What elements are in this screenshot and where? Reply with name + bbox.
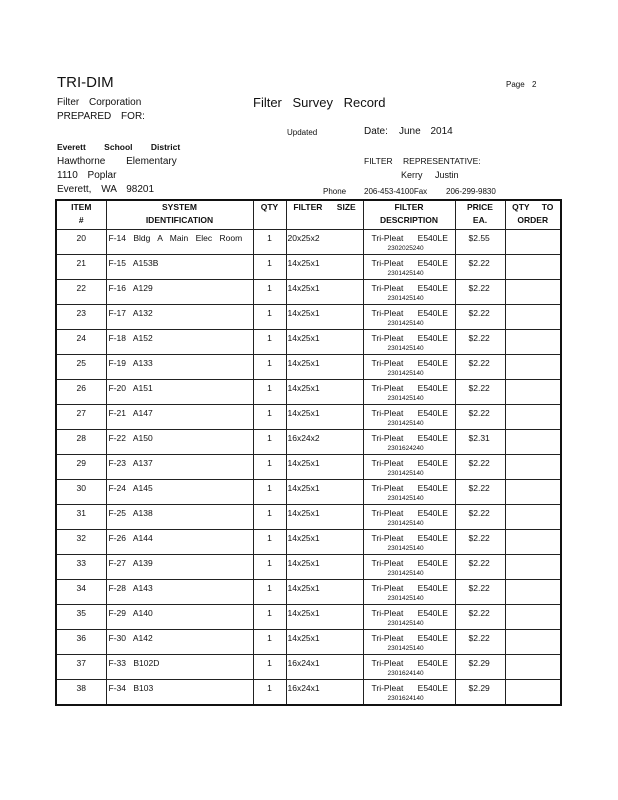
part-number: 2301425140 [387,345,424,352]
street-address: 1110 Poplar [57,170,117,181]
qty-to-order-cell[interactable] [505,580,561,605]
price-cell: $2.22 [455,355,505,380]
system-id-cell: F-17 A132 [106,305,253,330]
qty-to-order-cell[interactable] [505,630,561,655]
qty-to-order-cell[interactable] [505,355,561,380]
qty-cell: 1 [253,630,286,655]
col-header-filter-size: FILTER SIZE [286,200,363,230]
system-id-cell: F-26 A144 [106,530,253,555]
filter-size-cell: 14x25x1 [286,580,363,605]
system-id-cell: F-33 B102D [106,655,253,680]
qty-cell: 1 [253,530,286,555]
school-name: Hawthorne Elementary [57,156,177,167]
table-row [56,530,561,555]
prepared-for-label: PREPARED FOR: [57,111,145,122]
qty-cell: 1 [253,280,286,305]
system-id-cell: F-23 A137 [106,455,253,480]
part-number: 2301425140 [387,470,424,477]
item-number-cell: 28 [56,430,106,455]
table-row [56,505,561,530]
price-cell: $2.22 [455,405,505,430]
filter-size-cell: 14x25x1 [286,530,363,555]
qty-cell: 1 [253,430,286,455]
system-id-cell: F-21 A147 [106,405,253,430]
col-header-system: SYSTEM IDENTIFICATION [106,200,253,230]
item-number-cell: 38 [56,680,106,706]
qty-to-order-cell[interactable] [505,430,561,455]
filter-size-cell: 16x24x2 [286,430,363,455]
system-id-cell: F-18 A152 [106,330,253,355]
filter-description-cell: Tri-Pleat E540LE 2301425140 [363,280,455,305]
qty-cell: 1 [253,355,286,380]
part-number: 2301425140 [387,495,424,502]
qty-to-order-cell[interactable] [505,505,561,530]
page-number: 2 [532,80,537,89]
item-number-cell: 21 [56,255,106,280]
item-number-cell: 27 [56,405,106,430]
price-cell: $2.22 [455,255,505,280]
part-number: 2301425140 [387,370,424,377]
qty-to-order-cell[interactable] [505,530,561,555]
table-row [56,280,561,305]
item-number-cell: 33 [56,555,106,580]
system-id-cell: F-29 A140 [106,605,253,630]
table-row [56,605,561,630]
price-cell: $2.29 [455,655,505,680]
filter-size-cell: 14x25x1 [286,330,363,355]
price-cell: $2.22 [455,505,505,530]
filter-description-cell: Tri-Pleat E540LE 2301425140 [363,580,455,605]
qty-cell: 1 [253,580,286,605]
filter-size-cell: 14x25x1 [286,380,363,405]
part-number: 2301425140 [387,620,424,627]
item-number-cell: 20 [56,230,106,255]
table-row [56,305,561,330]
system-id-cell: F-27 A139 [106,555,253,580]
filter-size-cell: 14x25x1 [286,355,363,380]
item-number-cell: 29 [56,455,106,480]
part-number: 2301624140 [387,670,424,677]
price-cell: $2.22 [455,305,505,330]
company-name: TRI-DIM [57,74,114,91]
filter-survey-table [55,199,562,706]
page-label: Page [506,80,525,89]
filter-description-cell: Tri-Pleat E540LE 2301624140 [363,680,455,706]
system-id-cell: F-14 Bldg A Main Elec Room [106,230,253,255]
item-number-cell: 25 [56,355,106,380]
filter-size-cell: 16x24x1 [286,680,363,706]
item-number-cell: 35 [56,605,106,630]
system-id-cell: F-20 A151 [106,380,253,405]
system-id-cell: F-16 A129 [106,280,253,305]
city-state-zip: Everett, WA 98201 [57,184,155,195]
updated-label: Updated [287,128,318,137]
filter-size-cell: 14x25x1 [286,280,363,305]
filter-description-cell: Tri-Pleat E540LE 2301425140 [363,380,455,405]
filter-description-cell: Tri-Pleat E540LE 2301425140 [363,305,455,330]
price-cell: $2.22 [455,630,505,655]
system-id-cell: F-15 A153B [106,255,253,280]
filter-description-cell: Tri-Pleat E540LE 2301425140 [363,555,455,580]
filter-size-cell: 14x25x1 [286,555,363,580]
qty-cell: 1 [253,655,286,680]
part-number: 2301425140 [387,320,424,327]
price-cell: $2.22 [455,530,505,555]
filter-size-cell: 14x25x1 [286,255,363,280]
part-number: 2301425140 [387,420,424,427]
price-cell: $2.22 [455,605,505,630]
qty-cell: 1 [253,555,286,580]
filter-size-cell: 14x25x1 [286,630,363,655]
system-id-cell: F-24 A145 [106,480,253,505]
table-row [56,255,561,280]
system-id-cell: F-30 A142 [106,630,253,655]
table-row [56,380,561,405]
system-id-cell: F-28 A143 [106,580,253,605]
filter-size-cell: 16x24x1 [286,655,363,680]
document-title: Filter Survey Record [253,95,386,110]
table-row [56,555,561,580]
part-number: 2301624140 [387,695,424,702]
part-number: 2301425140 [387,395,424,402]
customer-name: Everett School District [57,142,181,152]
filter-description-cell: Tri-Pleat E540LE 2301425140 [363,355,455,380]
filter-description-cell: Tri-Pleat E540LE 2301425140 [363,405,455,430]
filter-size-cell: 14x25x1 [286,480,363,505]
filter-description-cell: Tri-Pleat E540LE 2301425140 [363,605,455,630]
qty-to-order-cell[interactable] [505,330,561,355]
filter-description-cell: Tri-Pleat E540LE 2301425140 [363,480,455,505]
part-number: 2301425140 [387,570,424,577]
filter-description-cell: Tri-Pleat E540LE 2301425140 [363,255,455,280]
fax-number: 206-299-9830 [446,187,496,196]
qty-to-order-cell[interactable] [505,680,561,706]
table-row [56,430,561,455]
date-value: June 2014 [399,126,453,137]
qty-to-order-cell[interactable] [505,230,561,255]
filter-size-cell: 14x25x1 [286,605,363,630]
item-number-cell: 34 [56,580,106,605]
part-number: 2301425140 [387,520,424,527]
qty-cell: 1 [253,505,286,530]
col-header-price: PRICE EA. [455,200,505,230]
filter-size-cell: 14x25x1 [286,505,363,530]
qty-cell: 1 [253,330,286,355]
table-row [56,480,561,505]
system-id-cell: F-19 A133 [106,355,253,380]
corporation: Filter Corporation [57,97,142,108]
filter-size-cell: 20x25x2 [286,230,363,255]
filter-description-cell: Tri-Pleat E540LE 2301425140 [363,630,455,655]
system-id-cell: F-25 A138 [106,505,253,530]
col-header-qty: QTY [253,200,286,230]
item-number-cell: 23 [56,305,106,330]
price-cell: $2.22 [455,455,505,480]
part-number: 2301425140 [387,545,424,552]
qty-to-order-cell[interactable] [505,255,561,280]
price-cell: $2.22 [455,555,505,580]
table-row [56,655,561,680]
item-number-cell: 26 [56,380,106,405]
qty-to-order-cell[interactable] [505,380,561,405]
filter-description-cell: Tri-Pleat E540LE 2301425140 [363,455,455,480]
qty-to-order-cell[interactable] [505,305,561,330]
system-id-cell: F-34 B103 [106,680,253,706]
part-number: 2301425140 [387,295,424,302]
part-number: 2301425140 [387,270,424,277]
qty-cell: 1 [253,405,286,430]
table-row [56,455,561,480]
table-row [56,355,561,380]
qty-cell: 1 [253,680,286,706]
item-number-cell: 30 [56,480,106,505]
part-number: 2301425140 [387,645,424,652]
col-header-item: ITEM # [56,200,106,230]
qty-to-order-cell[interactable] [505,555,561,580]
item-number-cell: 32 [56,530,106,555]
phone-label: Phone [323,187,347,196]
table-row [56,580,561,605]
qty-cell: 1 [253,230,286,255]
filter-size-cell: 14x25x1 [286,305,363,330]
col-header-description: FILTER DESCRIPTION [363,200,455,230]
qty-cell: 1 [253,480,286,505]
table-row [56,405,561,430]
filter-description-cell: Tri-Pleat E540LE 2301425140 [363,330,455,355]
filter-description-cell: Tri-Pleat E540LE 2301624240 [363,430,455,455]
price-cell: $2.55 [455,230,505,255]
price-cell: $2.22 [455,580,505,605]
filter-description-cell: Tri-Pleat E540LE 2301425140 [363,505,455,530]
price-cell: $2.22 [455,380,505,405]
part-number: 2301425140 [387,595,424,602]
part-number: 2302025240 [387,245,424,252]
rep-label: FILTER REPRESENTATIVE: [364,156,481,166]
filter-description-cell: Tri-Pleat E540LE 2301425140 [363,530,455,555]
filter-description-cell: Tri-Pleat E540LE 2301624140 [363,655,455,680]
price-cell: $2.22 [455,330,505,355]
price-cell: $2.29 [455,680,505,706]
qty-to-order-cell[interactable] [505,605,561,630]
col-header-qty-to-order: QTY TO ORDER [505,200,561,230]
table-row [56,230,561,255]
filter-description-cell: Tri-Pleat E540LE 2302025240 [363,230,455,255]
price-cell: $2.22 [455,480,505,505]
item-number-cell: 24 [56,330,106,355]
date-label: Date: [364,126,388,137]
qty-cell: 1 [253,305,286,330]
item-number-cell: 31 [56,505,106,530]
table-row [56,330,561,355]
item-number-cell: 22 [56,280,106,305]
qty-to-order-cell[interactable] [505,480,561,505]
qty-to-order-cell[interactable] [505,455,561,480]
price-cell: $2.22 [455,280,505,305]
filter-size-cell: 14x25x1 [286,405,363,430]
table-row [56,630,561,655]
phone-number: 206-453-4100Fax [364,187,428,196]
table-row [56,680,561,706]
filter-size-cell: 14x25x1 [286,455,363,480]
item-number-cell: 36 [56,630,106,655]
table-header-row [56,200,561,230]
qty-to-order-cell[interactable] [505,405,561,430]
part-number: 2301624240 [387,445,424,452]
qty-cell: 1 [253,455,286,480]
qty-to-order-cell[interactable] [505,655,561,680]
price-cell: $2.31 [455,430,505,455]
qty-cell: 1 [253,380,286,405]
qty-to-order-cell[interactable] [505,280,561,305]
qty-cell: 1 [253,255,286,280]
system-id-cell: F-22 A150 [106,430,253,455]
rep-name: Kerry Justin [401,170,459,180]
item-number-cell: 37 [56,655,106,680]
qty-cell: 1 [253,605,286,630]
